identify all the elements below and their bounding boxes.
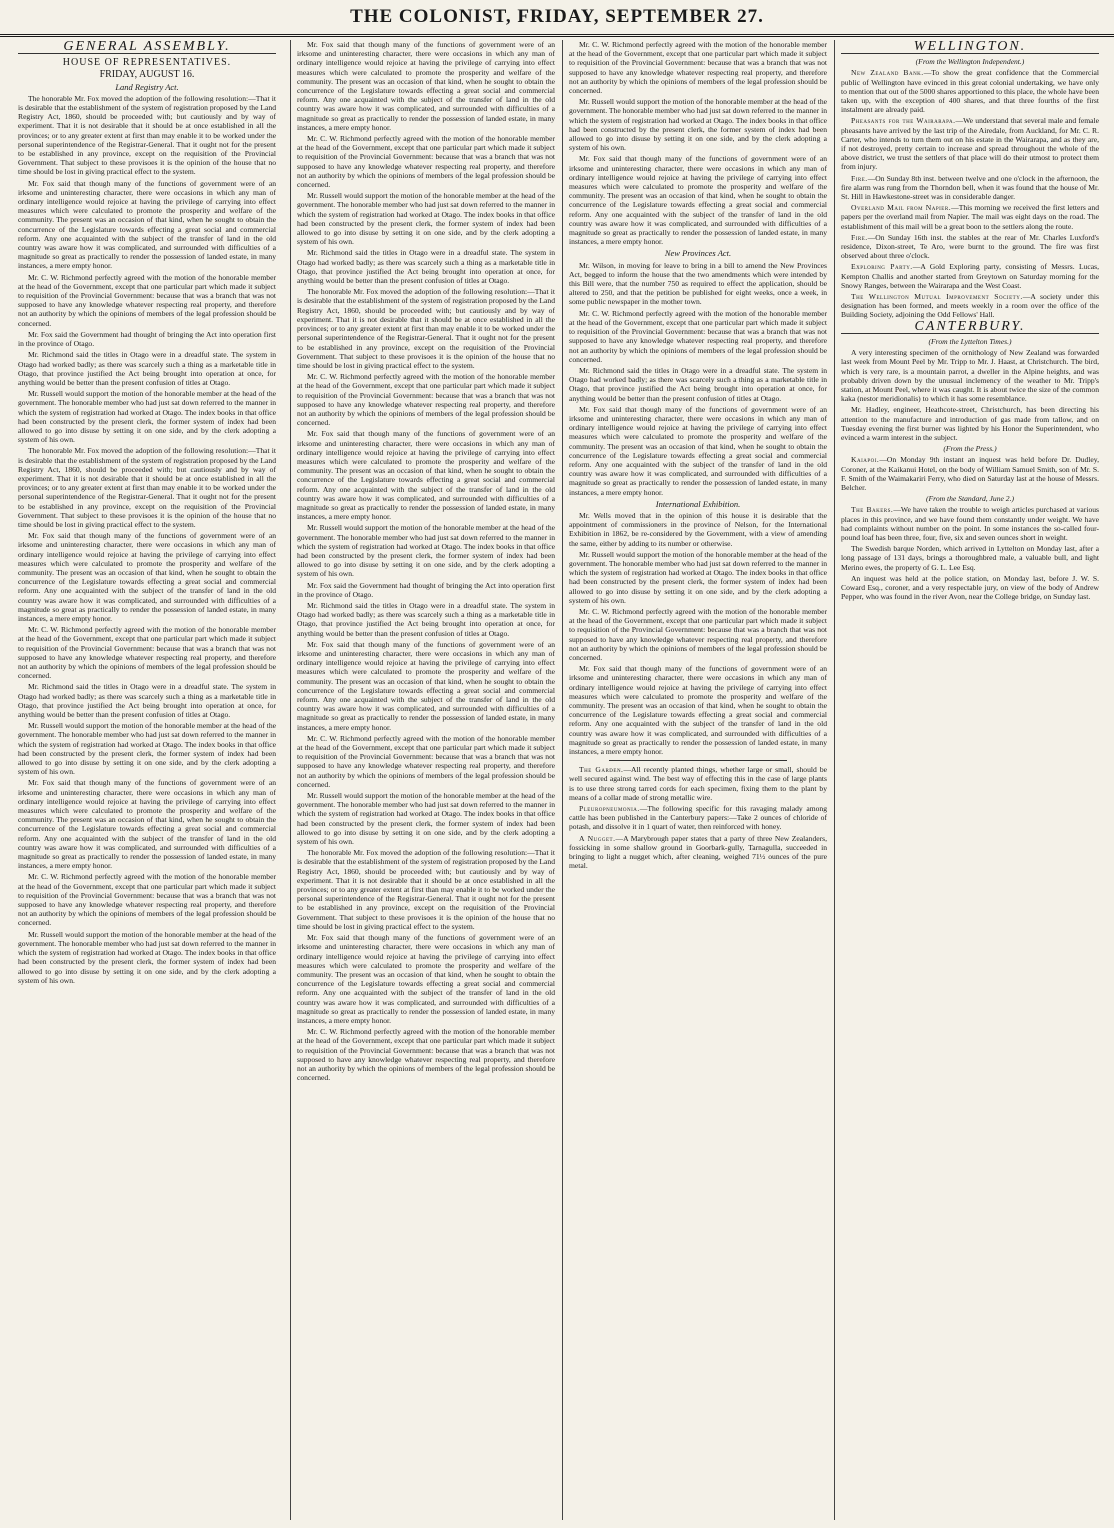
article-paragraph: The honorable Mr. Fox moved the adoption of the following resolution:—That it is desirable that the establishment of the system of registration proposed by the Land Registry Act, 1860, should be proceeded with; but cautiously and by way of experiment. That it is not desirable that it should be at once established in all the provinces; or to any greater extent at first than may enable it to be worked under the personal superintendence of the Registrar-General. That it ought not for the present to be established in any province, except on the requisition of the Provincial Government. That subject to these provisoes it is the opinion of the house that no time should be lost in giving practical effect to the system. — [297, 287, 555, 370]
act-heading: International Exhibition. — [655, 498, 741, 509]
article-paragraph: Exploring Party.—A Gold Exploring party, consisting of Messrs. Lucas, Kempton Challis and another started from Greytown on Saturday morning for the Snowy Ranges, between the Wairarapa and the West Coast. — [841, 262, 1099, 290]
article-paragraph: Mr. C. W. Richmond perfectly agreed with the motion of the honorable member at the head of the Government, except that one particular part which made it subject to requisition of the Provincial Government: because that was a branch that was not supposed to have any knowledge whatever respecting real property, and therefore not an authority by which the opinions of members of the legal profession should be concerned. — [297, 134, 555, 190]
article-paragraph: Mr. C. W. Richmond perfectly agreed with the motion of the honorable member at the head of the Government, except that one particular part which made it subject to requisition of the Provincial Government: because that was a branch that was not supposed to have any knowledge whatever respecting real property, and therefore not an authority by which the opinions of members of the legal profession should be concerned. — [18, 272, 276, 328]
article-paragraph: Mr. Fox said that though many of the functions of government were of an irksome and uninteresting character, there were occasions in which any man of ordinary intelligence would rejoice at having the privilege of carrying into effect measures which were calculated to promote the prosperity and welfare of the community. The present was an occasion of that kind, when he sought to obtain the concurrence of the Legislature towards effecting a great social and commercial reform. Any one acquainted with the subject of the transfer of land in the old country was aware how it was complicated, and surrounded with difficulties of a magnitude so great as practically to render the possession of landed estate, in many instances, a mere empty honor. — [18, 178, 276, 271]
article-paragraph: Mr. Richmond said the titles in Otago were in a dreadful state. The system in Otago had worked badly; as there was scarcely such a thing as a marketable title in Otago, that province justified the Act being brought into operation at once, for anything would be better than the present confusion of titles at Otago. — [18, 350, 276, 387]
article-paragraph: Mr. Fox said the Government had thought of bringing the Act into operation first in the province of Otago. — [18, 329, 276, 349]
article-paragraph: Mr. Richmond said the titles in Otago were in a dreadful state. The system in Otago had worked badly; as there was scarcely such a thing as a marketable title in Otago, that province justified the Act being brought into operation at once, for anything would be better than the present confusion of titles at Otago. — [569, 365, 827, 403]
source-line: (From the Press.) — [943, 444, 997, 454]
article-paragraph: An inquest was held at the police station, on Monday last, before J. W. S. Coward Esq., coroner, and a very respectable jury, on view of the body of Andrew Pepper, who was found in the river Avon, near the College bridge, on Sunday last. — [841, 573, 1099, 602]
article-paragraph: Mr. Fox said that though many of the functions of government were of an irksome and uninteresting character, there were occasions in which any man of ordinary intelligence would rejoice at having the privilege of carrying into effect measures which were calculated to promote the prosperity and welfare of the community. The present was an occasion of that kind, when he sought to obtain the concurrence of the Legislature towards effecting a great social and commercial reform. Any one acquainted with the subject of the transfer of land in the old country was aware how it was complicated, and surrounded with difficulties of a magnitude so great as practically to render the possession of landed estate, in many instances, a mere empty honor. — [297, 429, 555, 522]
article-paragraph: Mr. Wells moved that in the opinion of this house it is desirable that the appointment of commissioners in the province of Nelson, for the International Exhibition in 1862, be re-considered by the Government, with a view of amending the same, either by adding to its number or otherwise. — [569, 510, 827, 548]
article-paragraph: Mr. Fox said that though many of the functions of government were of an irksome and uninteresting character, there were occasions in which any man of ordinary intelligence would rejoice at having the privilege of carrying into effect measures which were calculated to promote the prosperity and welfare of the community. The present was an occasion of that kind, when he sought to obtain the concurrence of the Legislature towards effecting a great social and commercial reform. Any one acquainted with the subject of the transfer of land in the old country was aware how it was complicated, and surrounded with difficulties of a magnitude so great as practically to render the possession of landed estate, in many instances, a mere empty honor. — [569, 404, 827, 497]
article-paragraph: The Bakers.—We have taken the trouble to weigh articles purchased at various places in this province, and we have found them constantly under weight. We have had complaints without number on the point. In some instances the so-called four-pound loaf has been three, four, five, six and seven ounces short in weight. — [841, 505, 1099, 542]
act-heading: Land Registry Act. — [115, 81, 179, 92]
article-paragraph: Mr. C. W. Richmond perfectly agreed with the motion of the honorable member at the head of the Government, except that one particular part which made it subject to requisition of the Provincial Government: because that was a branch that was not supposed to have any knowledge whatever respecting real property, and therefore not an authority by which the opinions of members of the legal profession should be concerned. — [297, 733, 555, 789]
article-paragraph: The honorable Mr. Fox moved the adoption of the following resolution:—That it is desirable that the establishment of the system of registration proposed by the Land Registry Act, 1860, should be proceeded with; but cautiously and by way of experiment. That it is not desirable that it should be at once established in all the provinces; or to any greater extent at first than may enable it to be worked under the personal superintendence of the Registrar-General. That it ought not for the present to be established in any province, except on the requisition of the Provincial Government. That subject to these provisoes it is the opinion of the house that no time should be lost in giving practical effect to the system. — [18, 446, 276, 529]
article-paragraph: Mr. Russell would support the motion of the honorable member at the head of the government. The honorable member who had just sat down referred to the manner in which the system of registration had worked at Otago. The index books in that office had been constructed by the present clerk, the former system of index had been allowed to go into disuse by setting it on one side, and by the clerk adopting a system of his own. — [297, 523, 555, 579]
article-paragraph: Pleuropneumonia.—The following specific for this ravaging malady among cattle has been published in the Canterbury papers:—Take 2 ounces of chloride of potash, and dissolve it in 1 quart of water, then reinforced with honey. — [569, 804, 827, 832]
article-paragraph: The Garden.—All recently planted things, whether large or small, should be well secured against wind. The best way of effecting this in the case of large plants is to use three strong tarred cords for each specimen, fixing them to the plant by means of a collar made of strong metallic wire. — [569, 765, 827, 802]
column-3 — [562, 40, 827, 1520]
article-paragraph: Mr. Richmond said the titles in Otago were in a dreadful state. The system in Otago had worked badly; as there was scarcely such a thing as a marketable title in Otago, that province justified the Act being brought into operation at once, for anything would be better than the present confusion of titles at Otago. — [18, 682, 276, 720]
article-paragraph: Mr. Fox said that though many of the functions of government were of an irksome and uninteresting character, there were occasions in which any man of ordinary intelligence would rejoice at having the privilege of carrying into effect measures which were calculated to promote the prosperity and welfare of the community. The present was an occasion of that kind, when he sought to obtain the concurrence of the Legislature towards effecting a great social and commercial reform. Any one acquainted with the subject of the transfer of land in the old country was aware how it was complicated, and surrounded with difficulties of a magnitude so great as practically to render the possession of landed estate, in many instances, a mere empty honor. — [569, 154, 827, 247]
article-paragraph: The honorable Mr. Fox moved the adoption of the following resolution:—That it is desirable that the establishment of the system of registration proposed by the Land Registry Act, 1860, should be proceeded with; but cautiously and by way of experiment. That it is not desirable that it should be at once established in all the provinces; or to any greater extent at first than may enable it to be worked under the personal superintendence of the Registrar-General. That it ought not for the present to be established in any province, except on the requisition of the Provincial Government. That subject to these provisoes it is the opinion of the house that no time should be lost in giving practical effect to the system. — [18, 93, 276, 177]
article-paragraph: Mr. C. W. Richmond perfectly agreed with the motion of the honorable member at the head of the Government, except that one particular part which made it subject to requisition of the Provincial Government: because that was a branch that was not supposed to have any knowledge whatever respecting real property, and therefore not an authority by which the opinions of members of the legal profession should be concerned. — [569, 606, 827, 662]
article-paragraph: Mr. C. W. Richmond perfectly agreed with the motion of the honorable member at the head of the Government, except that one particular part which made it subject to requisition of the Provincial Government: because that was a branch that was not supposed to have any knowledge whatever respecting real property, and therefore not an authority by which the opinions of members of the legal profession should be concerned. — [18, 872, 276, 928]
section-title-assembly: GENERAL ASSEMBLY. — [18, 42, 276, 54]
article-paragraph: Mr. Fox said that though many of the functions of government were of an irksome and uninteresting character, there were occasions in which any man of ordinary intelligence would rejoice at having the privilege of carrying into effect measures which were calculated to promote the prosperity and welfare of the community. The present was an occasion of that kind, when he sought to obtain the concurrence of the Legislature towards effecting a great social and commercial reform. Any one acquainted with the subject of the transfer of land in the old country was aware how it was complicated, and surrounded with difficulties of a magnitude so great as practically to render the possession of landed estate, in many instances, a mere empty honor. — [18, 778, 276, 871]
article-paragraph: A very interesting specimen of the ornithology of New Zealand was forwarded last week from Mount Peel by Mr. Tripp to Mr. J. Haast, at Christchurch. The bird, which is very rare, is a mountain parrot, a dweller in the Alpine heights, and was probably driven down by the unusual inclemency of the weather to Mr. Tripp's station, at Mount Peel, where it was caught. It is about twice the size of the common kaka (nestor meridionalis) to which it has some resemblance. — [841, 348, 1099, 404]
newspaper-title: THE COLONIST, FRIDAY, SEPTEMBER 27. — [350, 6, 764, 27]
column-2 — [290, 40, 555, 1520]
source-line: (From the Wellington Independent.) — [915, 57, 1025, 67]
masthead — [0, 0, 1114, 37]
article-paragraph: Mr. C. W. Richmond perfectly agreed with the motion of the honorable member at the head of the Government, except that one particular part which made it subject to requisition of the Provincial Government: because that was a branch that was not supposed to have any knowledge whatever respecting real property, and therefore not an authority by which the opinions of members of the legal profession should be concerned. — [569, 40, 827, 96]
article-paragraph: Mr. Russell would support the motion of the honorable member at the head of the government. The honorable member who had just sat down referred to the manner in which the system of registration had worked at Otago. The index books in that office had been constructed by the present clerk, the former system of index had been allowed to go into disuse by setting it on one side, and by the clerk adopting a system of his own. — [569, 97, 827, 153]
article-paragraph: Mr. Fox said that though many of the functions of government were of an irksome and uninteresting character, there were occasions in which any man of ordinary intelligence would rejoice at having the privilege of carrying into effect measures which were calculated to promote the prosperity and welfare of the community. The present was an occasion of that kind, when he sought to obtain the concurrence of the Legislature towards effecting a great social and commercial reform. Any one acquainted with the subject of the transfer of land in the old country was aware how it was complicated, and surrounded with difficulties of a magnitude so great as practically to render the possession of landed estate, in many instances, a mere empty honor. — [18, 531, 276, 623]
article-paragraph: Mr. C. W. Richmond perfectly agreed with the motion of the honorable member at the head of the Government, except that one particular part which made it subject to requisition of the Provincial Government: because that was a branch that was not supposed to have any knowledge whatever respecting real property, and therefore not an authority by which the opinions of members of the legal profession should be concerned. — [297, 1027, 555, 1083]
article-paragraph: Mr. Russell would support the motion of the honorable member at the head of the government. The honorable member who had just sat down referred to the manner in which the system of registration had worked at Otago. The index books in that office had been constructed by the present clerk, the former system of index had been allowed to go into disuse by setting it on one side, and by the clerk adopting a system of his own. — [297, 791, 555, 847]
house-title: HOUSE OF REPRESENTATIVES. — [62, 57, 232, 69]
article-paragraph: Mr. Fox said that though many of the functions of government were of an irksome and uninteresting character, there were occasions in which any man of ordinary intelligence would rejoice at having the privilege of carrying into effect measures which were calculated to promote the prosperity and welfare of the community. The present was an occasion of that kind, when he sought to obtain the concurrence of the Legislature towards effecting a great social and commercial reform. Any one acquainted with the subject of the transfer of land in the old country was aware how it was complicated, and surrounded with difficulties of a magnitude so great as practically to render the possession of landed estate, in many instances, a mere empty honor. — [297, 639, 555, 732]
source-line: (From the Lyttelton Times.) — [928, 336, 1012, 346]
column-4 — [834, 40, 1099, 1520]
source-line: (From the Standard, June 2.) — [925, 494, 1014, 504]
article-paragraph: New Zealand Bank.—To show the great confidence that the Commercial public of Wellington have evinced in this great colonial undertaking, we have only to mention that out of the 5000 shares apportioned to this place, the whole have been taken up, with the exception of 400 shares, and that three fourths of the first instalment are already paid. — [841, 68, 1099, 115]
column-1 — [18, 40, 276, 1520]
article-paragraph: Kaiapoi.—On Monday 9th instant an inquest was held before Dr. Dudley, Coroner, at the Kaikanui Hotel, on the body of William Samuel Smith, son of Mr. S. F. Smith of the Waimakariri Ferry, who died on Saturday last at the house of Messrs. Belcher. — [841, 455, 1099, 492]
article-paragraph: Mr. C. W. Richmond perfectly agreed with the motion of the honorable member at the head of the Government, except that one particular part which made it subject to requisition of the Provincial Government: because that was a branch that was not supposed to have any knowledge whatever respecting real property, and therefore not an authority by which the opinions of members of the legal profession should be concerned. — [18, 625, 276, 681]
act-heading: New Provinces Act. — [664, 248, 732, 259]
article-paragraph: The Wellington Mutual Improvement Society.—A society under this designation has been formed, and meets weekly in a room over the office of the Building Society, adjoining the Odd Fellows' Hall. — [841, 292, 1099, 320]
divider — [609, 760, 787, 761]
article-paragraph: Mr. Russell would support the motion of the honorable member at the head of the government. The honorable member who had just sat down referred to the manner in which the system of registration had worked at Otago. The index books in that office had been constructed by the present clerk, the former system of index had been allowed to go into disuse by setting it on one side, and by the clerk adopting a system of his own. — [297, 191, 555, 247]
article-paragraph: Mr. Fox said that though many of the functions of government were of an irksome and uninteresting character, there were occasions in which any man of ordinary intelligence would rejoice at having the privilege of carrying into effect measures which were calculated to promote the prosperity and welfare of the community. The present was an occasion of that kind, when he sought to obtain the concurrence of the Legislature towards effecting a great social and commercial reform. Any one acquainted with the subject of the transfer of land in the old country was aware how it was complicated, and surrounded with difficulties of a magnitude so great as practically to render the possession of landed estate, in many instances, a mere empty honor. — [569, 664, 827, 757]
article-paragraph: A Nugget.—A Marybrough paper states that a party of three New Zealanders, fossicking in some shallow ground in Goorbark-gully, Tarnagulla, succeeded in bringing to light a nugget which, after cleaning, weighed 71½ ounces of the pure metal. — [569, 833, 827, 871]
article-paragraph: The Swedish barque Norden, which arrived in Lyttelton on Monday last, after a long passage of 131 days, brings a thoroughbred male, a valuable bull, and light Merino ewes, the property of G. L. Lee Esq. — [841, 544, 1099, 572]
article-paragraph: Mr. C. W. Richmond perfectly agreed with the motion of the honorable member at the head of the Government, except that one particular part which made it subject to requisition of the Provincial Government: because that was a branch that was not supposed to have any knowledge whatever respecting real property, and therefore not an authority by which the opinions of members of the legal profession should be concerned. — [297, 372, 555, 428]
columns — [18, 40, 1098, 1520]
article-paragraph: Mr. Fox said that though many of the functions of government were of an irksome and uninteresting character, there were occasions in which any man of ordinary intelligence would rejoice at having the privilege of carrying into effect measures which were calculated to promote the prosperity and welfare of the community. The present was an occasion of that kind, when he sought to obtain the concurrence of the Legislature towards effecting a great social and commercial reform. Any one acquainted with the subject of the transfer of land in the old country was aware how it was complicated, and surrounded with difficulties of a magnitude so great as practically to render the possession of landed estate, in many instances, a mere empty honor. — [297, 933, 555, 1025]
article-paragraph: Mr. Russell would support the motion of the honorable member at the head of the government. The honorable member who had just sat down referred to the manner in which the system of registration had worked at Otago. The index books in that office had been constructed by the present clerk, the former system of index had been allowed to go into disuse by setting it on one side, and by the clerk adopting a system of his own. — [18, 721, 276, 777]
article-paragraph: Overland Mail from Napier.—This morning we received the first letters and papers per the overland mail from Napier. The mail was eight days on the road. The establishment of this mail will be a great boon to the settlers along the route. — [841, 203, 1099, 231]
article-paragraph: Mr. Richmond said the titles in Otago were in a dreadful state. The system in Otago had worked badly; as there was scarcely such a thing as a marketable title in Otago, that province justified the Act being brought into operation at once, for anything would be better than the present confusion of titles at Otago. — [297, 248, 555, 286]
article-paragraph: Mr. Russell would support the motion of the honorable member at the head of the government. The honorable member who had just sat down referred to the manner in which the system of registration had worked at Otago. The index books in that office had been constructed by the present clerk, the former system of index had been allowed to go into disuse by setting it on one side, and by the clerk adopting a system of his own. — [569, 549, 827, 605]
article-paragraph: Fire.—On Sunday 8th inst. between twelve and one o'clock in the afternoon, the fire alarm was rung from the Thorndon bell, when it was found that the house of Mr. St. Hill in Hawkestone-street was in considerable danger. — [841, 173, 1099, 202]
article-paragraph: Mr. Fox said that though many of the functions of government were of an irksome and uninteresting character, there were occasions in which any man of ordinary intelligence would rejoice at having the privilege of carrying into effect measures which were calculated to promote the prosperity and welfare of the community. The present was an occasion of that kind, when he sought to obtain the concurrence of the Legislature towards effecting a great social and commercial reform. Any one acquainted with the subject of the transfer of land in the old country was aware how it was complicated, and surrounded with difficulties of a magnitude so great as practically to render the possession of landed estate, in many instances, a mere empty honor. — [297, 40, 555, 132]
article-paragraph: Mr. Hadley, engineer, Heathcote-street, Christchurch, has been directing his attention to the manufacture and introduction of gas made from tallow, and on Tuesday evening the first burner was lighted by his Honor the Superintendent, who evinced a warm interest in the subject. — [841, 405, 1099, 442]
date-line: FRIDAY, AUGUST 16. — [99, 69, 195, 81]
article-paragraph: Fire.—On Sunday 16th inst. the stables at the rear of Mr. Charles Luxford's residence, Dixon-street, Te Aro, were burnt to the ground. The fire was first observed about three o'clock. — [841, 232, 1099, 261]
article-paragraph: Mr. Russell would support the motion of the honorable member at the head of the government. The honorable member who had just sat down referred to the manner in which the system of registration had worked at Otago. The index books in that office had been constructed by the present clerk, the former system of index had been allowed to go into disuse by setting it on one side, and by the clerk adopting a system of his own. — [18, 929, 276, 985]
article-paragraph: Pheasants for the Wairarapa.—We understand that several male and female pheasants have arrived by the last trip of the Airedale, from Auckland, for Mr. C. R. Carter, who intends to turn them out on his estate in the Wairarapa, and as they are, if not destroyed, pretty certain to increase and spread throughout the whole of the above district, we trust the settlers of that place will do their utmost to protect them from injury. — [841, 116, 1099, 172]
article-paragraph: Mr. Russell would support the motion of the honorable member at the head of the government. The honorable member who had just sat down referred to the manner in which the system of registration had worked at Otago. The index books in that office had been constructed by the present clerk, the former system of index had been allowed to go into disuse by setting it on one side, and by the clerk adopting a system of his own. — [18, 389, 276, 445]
article-paragraph: Mr. C. W. Richmond perfectly agreed with the motion of the honorable member at the head of the Government, except that one particular part which made it subject to requisition of the Provincial Government: because that was a branch that was not supposed to have any knowledge whatever respecting real property, and therefore not an authority by which the opinions of members of the legal profession should be concerned. — [569, 308, 827, 364]
article-paragraph: Mr. Richmond said the titles in Otago were in a dreadful state. The system in Otago had worked badly; as there was scarcely such a thing as a marketable title in Otago, that province justified the Act being brought into operation at once, for anything would be better than the present confusion of titles at Otago. — [297, 600, 555, 638]
article-paragraph: Mr. Wilson, in moving for leave to bring in a bill to amend the New Provinces Act, begged to inform the house that the two amendments which were intended by this Bill were, that the number 750 as required to effect the application, should be altered to 250, and that the petition be published for eight weeks, once a week, in some public newspaper in the mother town. — [569, 260, 827, 307]
article-paragraph: The honorable Mr. Fox moved the adoption of the following resolution:—That it is desirable that the establishment of the system of registration proposed by the Land Registry Act, 1860, should be proceeded with; but cautiously and by way of experiment. That it is not desirable that it should be at once established in all the provinces; or to any greater extent at first than may enable it to be worked under the personal superintendence of the Registrar-General. That it ought not for the present to be established in any province, except on the requisition of the Provincial Government. That subject to these provisoes it is the opinion of the house that no time should be lost in giving practical effect to the system. — [297, 848, 555, 931]
section-title-wellington: WELLINGTON. — [841, 42, 1099, 54]
section-title-canterbury: CANTERBURY. — [841, 322, 1099, 334]
article-paragraph: Mr. Fox said the Government had thought of bringing the Act into operation first in the province of Otago. — [297, 580, 555, 599]
